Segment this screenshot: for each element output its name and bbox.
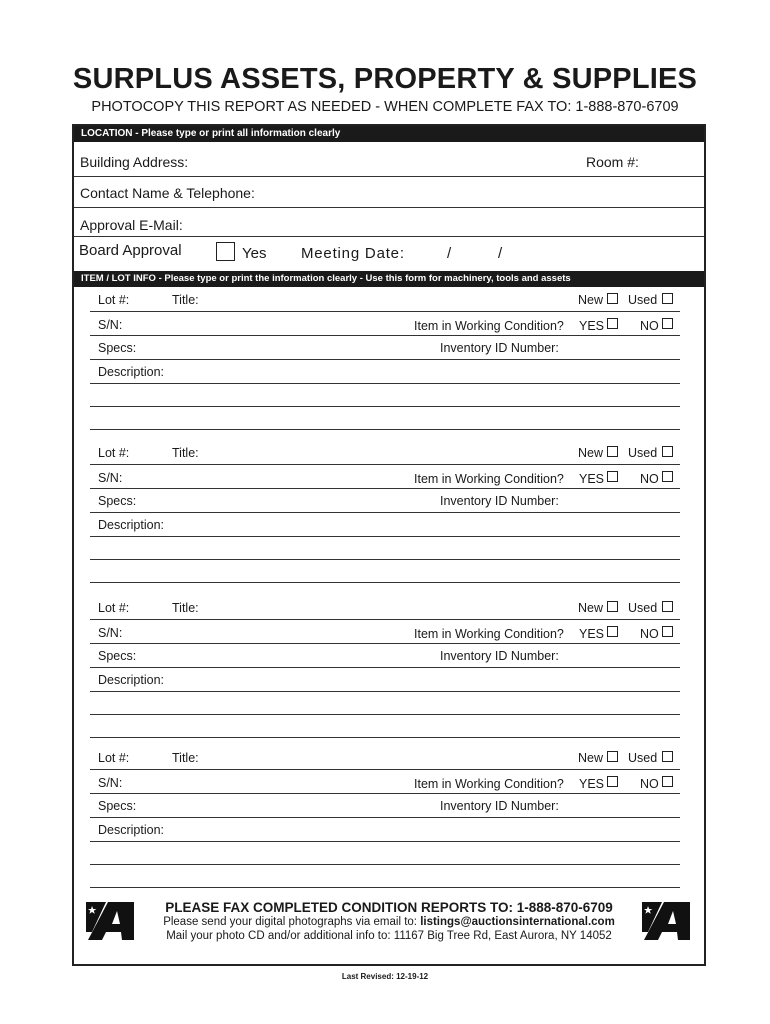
description-label: Description: bbox=[98, 823, 164, 837]
entry-line bbox=[90, 714, 680, 715]
yes-label: YES bbox=[579, 472, 605, 486]
no-label: NO bbox=[640, 319, 659, 333]
yes-checkbox[interactable] bbox=[607, 776, 618, 787]
location-band: LOCATION - Please type or print all information clearly bbox=[74, 126, 704, 142]
working-condition-label: Item in Working Condition? bbox=[414, 777, 564, 791]
entry-line bbox=[90, 691, 680, 692]
new-checkbox[interactable] bbox=[607, 446, 618, 457]
inventory-id-label: Inventory ID Number: bbox=[440, 649, 559, 663]
specs-label: Specs: bbox=[98, 799, 137, 813]
description-label: Description: bbox=[98, 365, 164, 379]
new-checkbox[interactable] bbox=[607, 293, 618, 304]
entry-line bbox=[90, 512, 680, 513]
inventory-id-label: Inventory ID Number: bbox=[440, 341, 559, 355]
inventory-id-label: Inventory ID Number: bbox=[440, 799, 559, 813]
title-label: Title: bbox=[172, 601, 199, 615]
approval-email-label: Approval E-Mail: bbox=[80, 217, 183, 233]
sn-label: S/N: bbox=[98, 776, 123, 790]
item-band: ITEM / LOT INFO - Please type or print the information clearly - Use this form for machinery, tools and assets bbox=[74, 271, 704, 287]
entry-line bbox=[90, 582, 680, 583]
inventory-id-label: Inventory ID Number: bbox=[440, 494, 559, 508]
entry-line bbox=[90, 383, 680, 384]
fax-instructions: PLEASE FAX COMPLETED CONDITION REPORTS TO: 1-888-870-6709 bbox=[165, 900, 613, 915]
board-approval-checkbox[interactable] bbox=[216, 242, 235, 261]
no-label: NO bbox=[640, 627, 659, 641]
no-checkbox[interactable] bbox=[662, 318, 673, 329]
entry-line bbox=[90, 769, 680, 770]
specs-label: Specs: bbox=[98, 341, 137, 355]
yes-checkbox[interactable] bbox=[607, 626, 618, 637]
entry-line bbox=[90, 864, 680, 865]
entry-line bbox=[90, 536, 680, 537]
entry-line bbox=[90, 335, 680, 336]
divider bbox=[74, 236, 704, 237]
photo-instructions bbox=[74, 916, 704, 928]
lot-label: Lot #: bbox=[98, 446, 130, 460]
yes-checkbox[interactable] bbox=[607, 471, 618, 482]
yes-checkbox[interactable] bbox=[607, 318, 618, 329]
date-separator: / bbox=[447, 245, 452, 262]
entry-line bbox=[90, 643, 680, 644]
specs-label: Specs: bbox=[98, 494, 137, 508]
new-label: New bbox=[578, 293, 604, 307]
lot-label: Lot #: bbox=[98, 293, 130, 307]
used-label: Used bbox=[628, 751, 658, 765]
entry-line bbox=[90, 406, 680, 407]
entry-line bbox=[90, 488, 680, 489]
yes-label: YES bbox=[579, 627, 605, 641]
last-revised: Last Revised: 12-19-12 bbox=[341, 972, 429, 981]
entry-line bbox=[90, 464, 680, 465]
no-checkbox[interactable] bbox=[662, 471, 673, 482]
title-label: Title: bbox=[172, 293, 199, 307]
lot-label: Lot #: bbox=[98, 601, 130, 615]
used-checkbox[interactable] bbox=[662, 293, 673, 304]
lot-label: Lot #: bbox=[98, 751, 130, 765]
entry-line bbox=[90, 619, 680, 620]
used-checkbox[interactable] bbox=[662, 751, 673, 762]
no-label: NO bbox=[640, 472, 659, 486]
entry-line bbox=[90, 559, 680, 560]
new-label: New bbox=[578, 751, 604, 765]
entry-line bbox=[90, 817, 680, 818]
meeting-date-label: Meeting Date: bbox=[301, 245, 405, 262]
item-block bbox=[0, 458, 770, 837]
date-separator: / bbox=[498, 245, 503, 262]
no-label: NO bbox=[640, 777, 659, 791]
new-label: New bbox=[578, 601, 604, 615]
room-label: Room #: bbox=[586, 154, 639, 170]
board-approval-yes-label: Yes bbox=[242, 245, 267, 262]
page-title: SURPLUS ASSETS, PROPERTY & SUPPLIES bbox=[72, 63, 698, 95]
email-link[interactable]: listings@auctionsinternational.com bbox=[420, 916, 615, 928]
working-condition-label: Item in Working Condition? bbox=[414, 319, 564, 333]
title-label: Title: bbox=[172, 751, 199, 765]
no-checkbox[interactable] bbox=[662, 776, 673, 787]
used-checkbox[interactable] bbox=[662, 446, 673, 457]
yes-label: YES bbox=[579, 319, 605, 333]
entry-line bbox=[90, 793, 680, 794]
photo-instructions-text: Please send your digital photographs via email to: bbox=[163, 916, 421, 928]
new-label: New bbox=[578, 446, 604, 460]
mail-instructions: Mail your photo CD and/or additional info to: 11167 Big Tree Rd, East Aurora, NY 14052 bbox=[166, 930, 612, 942]
item-block bbox=[0, 308, 770, 687]
new-checkbox[interactable] bbox=[607, 601, 618, 612]
used-label: Used bbox=[628, 601, 658, 615]
building-address-label: Building Address: bbox=[80, 154, 189, 170]
no-checkbox[interactable] bbox=[662, 626, 673, 637]
description-label: Description: bbox=[98, 518, 164, 532]
entry-line bbox=[90, 359, 680, 360]
entry-line bbox=[90, 667, 680, 668]
working-condition-label: Item in Working Condition? bbox=[414, 472, 564, 486]
contact-label: Contact Name & Telephone: bbox=[80, 185, 255, 201]
new-checkbox[interactable] bbox=[607, 751, 618, 762]
specs-label: Specs: bbox=[98, 649, 137, 663]
entry-line bbox=[90, 311, 680, 312]
title-label: Title: bbox=[172, 446, 199, 460]
board-approval-label: Board Approval bbox=[79, 242, 182, 259]
sn-label: S/N: bbox=[98, 471, 123, 485]
page-subtitle: PHOTOCOPY THIS REPORT AS NEEDED - WHEN COMPLETE FAX TO: 1-888-870-6709 bbox=[91, 99, 679, 115]
working-condition-label: Item in Working Condition? bbox=[414, 627, 564, 641]
used-label: Used bbox=[628, 293, 658, 307]
used-label: Used bbox=[628, 446, 658, 460]
divider bbox=[74, 176, 704, 177]
entry-line bbox=[90, 841, 680, 842]
yes-label: YES bbox=[579, 777, 605, 791]
entry-line bbox=[90, 887, 680, 888]
divider bbox=[74, 207, 704, 208]
description-label: Description: bbox=[98, 673, 164, 687]
entry-line bbox=[90, 737, 680, 738]
sn-label: S/N: bbox=[98, 318, 123, 332]
used-checkbox[interactable] bbox=[662, 601, 673, 612]
entry-line bbox=[90, 429, 680, 430]
sn-label: S/N: bbox=[98, 626, 123, 640]
